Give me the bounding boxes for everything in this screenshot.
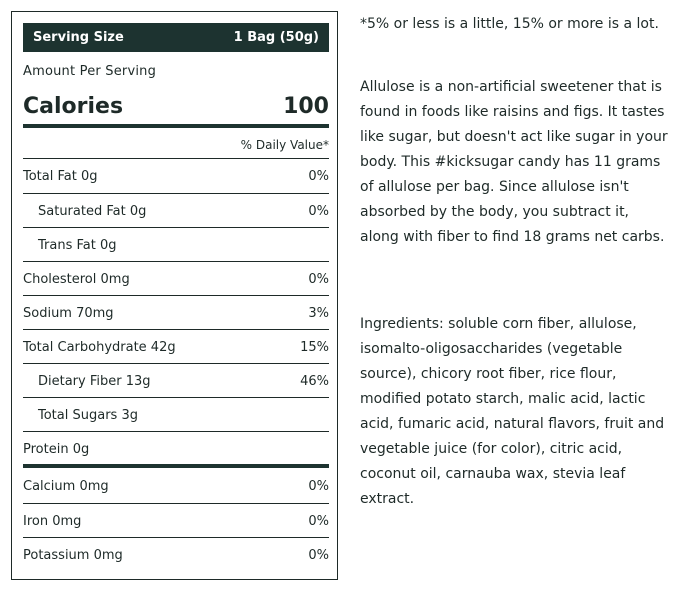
nutrient-row: [23, 228, 329, 262]
nutrient-name: Total Carbohydrate 42g: [23, 339, 176, 355]
nutrient-dv: 15%: [300, 339, 329, 355]
nutrient-row: [23, 364, 329, 398]
daily-value-header: % Daily Value*: [240, 138, 329, 152]
nutrient-row: [23, 432, 329, 466]
nutrient-dv: 0%: [308, 547, 329, 563]
nutrient-row: [23, 296, 329, 330]
thick-divider: [23, 124, 329, 128]
nutrient-row: [23, 262, 329, 296]
nutrient-name: Total Sugars 3g: [38, 407, 138, 423]
nutrient-row: [23, 194, 329, 228]
nutrient-dv: 3%: [308, 305, 329, 321]
nutrient-row: [23, 330, 329, 364]
serving-size-value: 1 Bag (50g): [233, 30, 319, 45]
nutrient-dv: 0%: [308, 513, 329, 529]
allulose-description: Allulose is a non-artificial sweetener that is found in foods like raisins and figs. It tastes like sugar, but doesn't act like sugar in your body. This #kicksugar candy has 11 grams of allulose per bag. Since allulose isn't absorbed by the body, you subtract it, along with fiber to find 18 grams net carbs.: [360, 79, 668, 245]
nutrient-name: Sodium 70mg: [23, 305, 114, 321]
nutrient-dv: 0%: [308, 203, 329, 219]
thick-divider: [23, 464, 329, 468]
nutrient-row: [23, 504, 329, 538]
nutrition-facts-panel: [11, 11, 338, 580]
serving-size-label: Serving Size: [33, 30, 124, 45]
amount-per-serving: Amount Per Serving: [23, 64, 157, 79]
nutrient-row: [23, 398, 329, 432]
ingredients-list: Ingredients: soluble corn fiber, allulose, isomalto-oligosaccharides (vegetable source), chicory root fiber, rice flour, modified potato starch, malic acid, lactic acid, fumaric acid, natural flavors, fruit and vegetable juice (for color), citric acid, coconut oil, carnauba wax, stevia leaf extract.: [360, 316, 665, 507]
nutrient-name: Cholesterol 0mg: [23, 271, 130, 287]
nutrient-name: Potassium 0mg: [23, 547, 123, 563]
nutrient-name: Protein 0g: [23, 441, 90, 457]
serving-size-bar: [23, 23, 329, 52]
nutrient-name: Saturated Fat 0g: [38, 203, 147, 219]
calories-value: 100: [283, 93, 329, 119]
calories-label: Calories: [23, 93, 124, 119]
nutrient-dv: 46%: [300, 373, 329, 389]
nutrient-row: [23, 469, 329, 503]
nutrient-name: Iron 0mg: [23, 513, 82, 529]
nutrient-name: Trans Fat 0g: [38, 237, 117, 253]
nutrient-dv: 0%: [308, 168, 329, 184]
daily-value-footnote: *5% or less is a little, 15% or more is a lot.: [360, 16, 659, 32]
nutrient-dv: 0%: [308, 478, 329, 494]
nutrient-dv: 0%: [308, 271, 329, 287]
nutrient-name: Total Fat 0g: [23, 168, 98, 184]
nutrient-name: Calcium 0mg: [23, 478, 109, 494]
nutrient-row: [23, 159, 329, 193]
nutrient-name: Dietary Fiber 13g: [38, 373, 151, 389]
nutrient-row: [23, 538, 329, 572]
calories-row: [23, 88, 329, 124]
